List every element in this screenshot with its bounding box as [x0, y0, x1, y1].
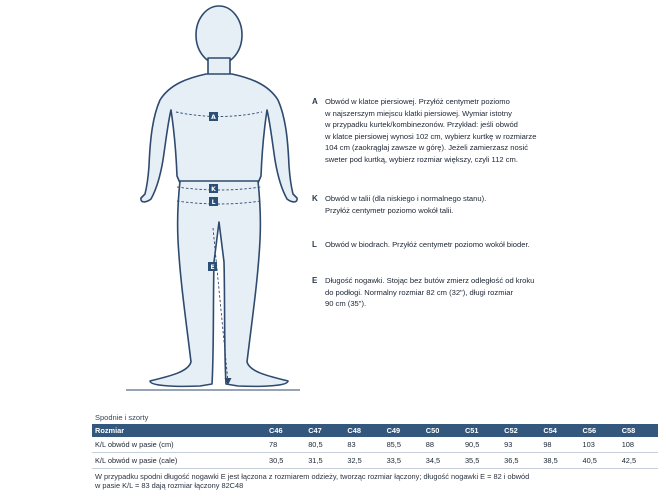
- table-cell: 90,5: [462, 437, 501, 453]
- table-note: [92, 472, 658, 490]
- body-silhouette: [141, 6, 297, 386]
- table-cell: 93: [501, 437, 540, 453]
- table-cell: 85,5: [384, 437, 423, 453]
- description-letter-a: A: [312, 97, 318, 106]
- header-cell: C56: [580, 424, 619, 437]
- table-cell: 32,5: [344, 453, 383, 469]
- svg-text:E: E: [210, 263, 215, 271]
- description-a-line: Obwód w klatce piersiowej. Przyłóż centymetr poziomo: [325, 97, 510, 106]
- description-e-line: Długość nogawki. Stojąc bez butów zmierz odległość od kroku: [325, 276, 535, 285]
- description-letter-l: L: [312, 240, 317, 249]
- table-cell: 34,5: [423, 453, 462, 469]
- description-k-line: Przyłóż centymetr poziomo wokół talii.: [325, 205, 454, 215]
- header-cell: C54: [540, 424, 579, 437]
- table-cell: 42,5: [619, 453, 658, 469]
- description-l: [312, 239, 652, 251]
- table-cell: 35,5: [462, 453, 501, 469]
- size-table-section: [92, 412, 658, 490]
- description-a-line: w klatce piersiowej wynosi 102 cm, wybierz kurtkę w rozmiarze: [325, 131, 537, 141]
- header-cell: C50: [423, 424, 462, 437]
- svg-text:L: L: [211, 198, 216, 206]
- description-e: [312, 275, 652, 310]
- table-note-line: w pasie K/L = 83 dają rozmiar łączony 82C48: [95, 481, 244, 490]
- row-label: K/L obwód w pasie (cale): [92, 453, 266, 469]
- description-e-line: 90 cm (35").: [325, 299, 367, 309]
- description-l-line: Obwód w biodrach. Przyłóż centymetr poziomo wokół bioder.: [325, 240, 530, 249]
- svg-text:K: K: [211, 185, 216, 193]
- table-row: [92, 437, 658, 453]
- badge-e: [208, 262, 217, 271]
- table-cell: 88: [423, 437, 462, 453]
- description-letter-e: E: [312, 276, 318, 285]
- badge-k: [209, 184, 218, 193]
- table-note-line: W przypadku spodni długość nogawki E jest łączona z rozmiarem odzieży, tworząc rozmiar łączony; długość nogawki E = 82 i obwód: [95, 472, 530, 481]
- table-cell: 40,5: [580, 453, 619, 469]
- header-cell: C51: [462, 424, 501, 437]
- header-cell: C58: [619, 424, 658, 437]
- header-cell: C47: [305, 424, 344, 437]
- table-cell: 38,5: [540, 453, 579, 469]
- badge-l: [209, 197, 218, 206]
- description-k: [312, 193, 652, 216]
- table-header-row: [92, 424, 658, 437]
- table-cell: 108: [619, 437, 658, 453]
- body-figure: [0, 0, 320, 400]
- description-k-line: Obwód w talii (dla niskiego i normalnego stanu).: [325, 194, 487, 203]
- header-cell: Rozmiar: [92, 424, 266, 437]
- table-cell: 33,5: [384, 453, 423, 469]
- description-a: [312, 96, 652, 166]
- table-row: [92, 453, 658, 469]
- table-cell: 78: [266, 437, 305, 453]
- size-table: [92, 424, 658, 469]
- header-cell: C49: [384, 424, 423, 437]
- badge-a: [209, 112, 218, 121]
- table-cell: 98: [540, 437, 579, 453]
- description-a-line: sweter pod kurtką, wybierz rozmiar większy, czyli 112 cm.: [325, 154, 518, 164]
- table-cell: 80,5: [305, 437, 344, 453]
- svg-text:A: A: [211, 113, 216, 121]
- header-cell: C52: [501, 424, 540, 437]
- description-e-line: do podłogi. Normalny rozmiar 82 cm (32"), długi rozmiar: [325, 287, 513, 297]
- table-cell: 103: [580, 437, 619, 453]
- table-title: Spodnie i szorty: [95, 413, 149, 422]
- header-cell: C48: [344, 424, 383, 437]
- table-cell: 36,5: [501, 453, 540, 469]
- description-letter-k: K: [312, 194, 318, 203]
- table-cell: 31,5: [305, 453, 344, 469]
- table-cell: 83: [344, 437, 383, 453]
- header-cell: C46: [266, 424, 305, 437]
- row-label: K/L obwód w pasie (cm): [92, 437, 266, 453]
- description-a-line: w przypadku kurtek/kombinezonów. Przykład: jeśli obwód: [325, 120, 518, 130]
- description-a-line: 104 cm (zaokrąglaj zawsze w górę). Jeżeli zamierzasz nosić: [325, 143, 528, 153]
- description-a-line: w najszerszym miejscu klatki piersiowej. Wymiar istotny: [325, 108, 512, 118]
- table-cell: 30,5: [266, 453, 305, 469]
